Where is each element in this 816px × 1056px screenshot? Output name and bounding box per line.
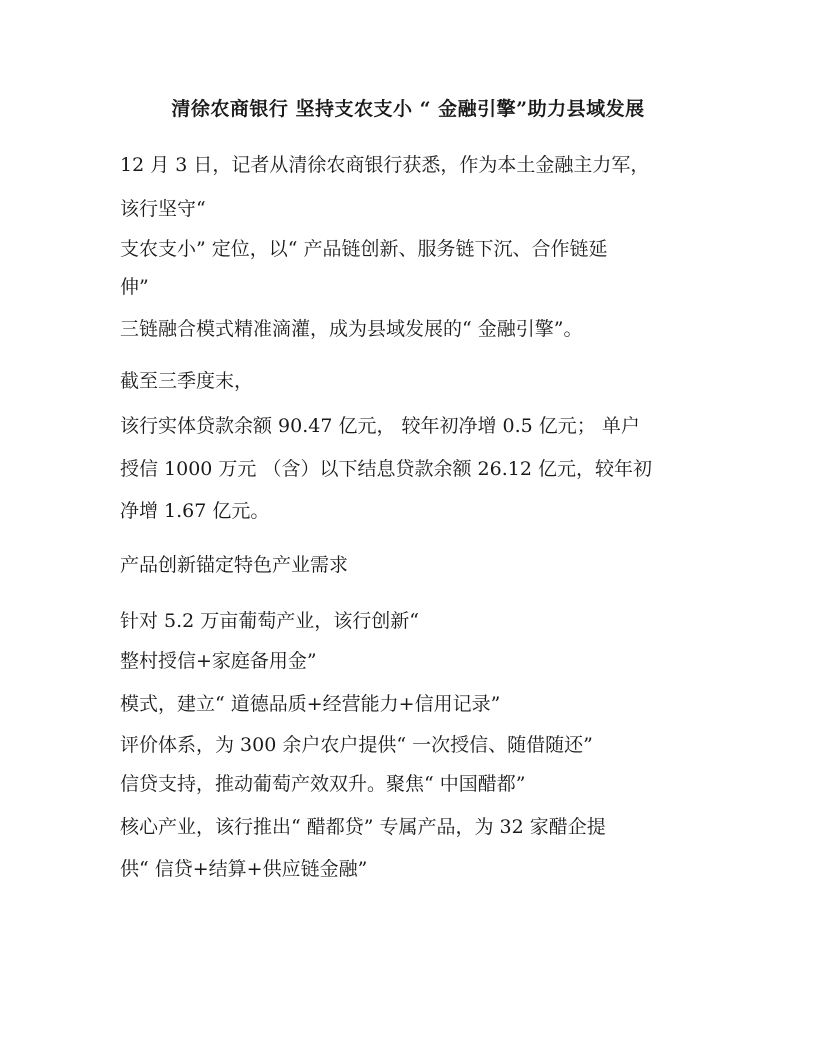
paragraph-2-line-4: 净增 1.67 亿元。	[120, 500, 270, 522]
paragraph-4-line-2: 整村授信+家庭备用金”	[120, 650, 317, 672]
paragraph-4-line-3: 模式，建立“ 道德品质+经营能力+信用记录”	[120, 693, 501, 715]
paragraph-1-line-3: 支农支小” 定位，以“ 产品链创新、服务链下沉、合作链延	[120, 238, 608, 260]
paragraph-1-line-1: 12 月 3 日，记者从清徐农商银行获悉，作为本土金融主力军，	[120, 154, 650, 176]
document-title: 清徐农商银行 坚持支农支小 “ 金融引擎”助力县域发展	[171, 98, 645, 120]
paragraph-4-line-1: 针对 5.2 万亩葡萄产业，该行创新“	[120, 610, 420, 632]
paragraph-4-line-6: 核心产业，该行推出“ 醋都贷” 专属产品，为 32 家醋企提	[120, 816, 606, 838]
section-heading: 产品创新锚定特色产业需求	[120, 554, 349, 576]
paragraph-4-line-4: 评价体系，为 300 余户农户提供“ 一次授信、随借随还”	[120, 734, 593, 756]
paragraph-1-line-2: 该行坚守“	[120, 198, 206, 220]
paragraph-2-line-3: 授信 1000 万元 （含）以下结息贷款余额 26.12 亿元，较年初	[120, 458, 652, 480]
paragraph-2-line-1: 截至三季度末，	[120, 370, 254, 392]
paragraph-4-line-5: 信贷支持，推动葡萄产效双升。聚焦“ 中国醋都”	[120, 773, 526, 795]
paragraph-1-line-5: 三链融合模式精准滴灌，成为县域发展的“ 金融引擎”。	[120, 318, 583, 340]
paragraph-1-line-4: 伸”	[120, 276, 149, 298]
paragraph-4-line-7: 供“ 信贷+结算+供应链金融”	[120, 858, 368, 880]
paragraph-2-line-2: 该行实体贷款余额 90.47 亿元， 较年初净增 0.5 亿元； 单户	[120, 415, 640, 437]
